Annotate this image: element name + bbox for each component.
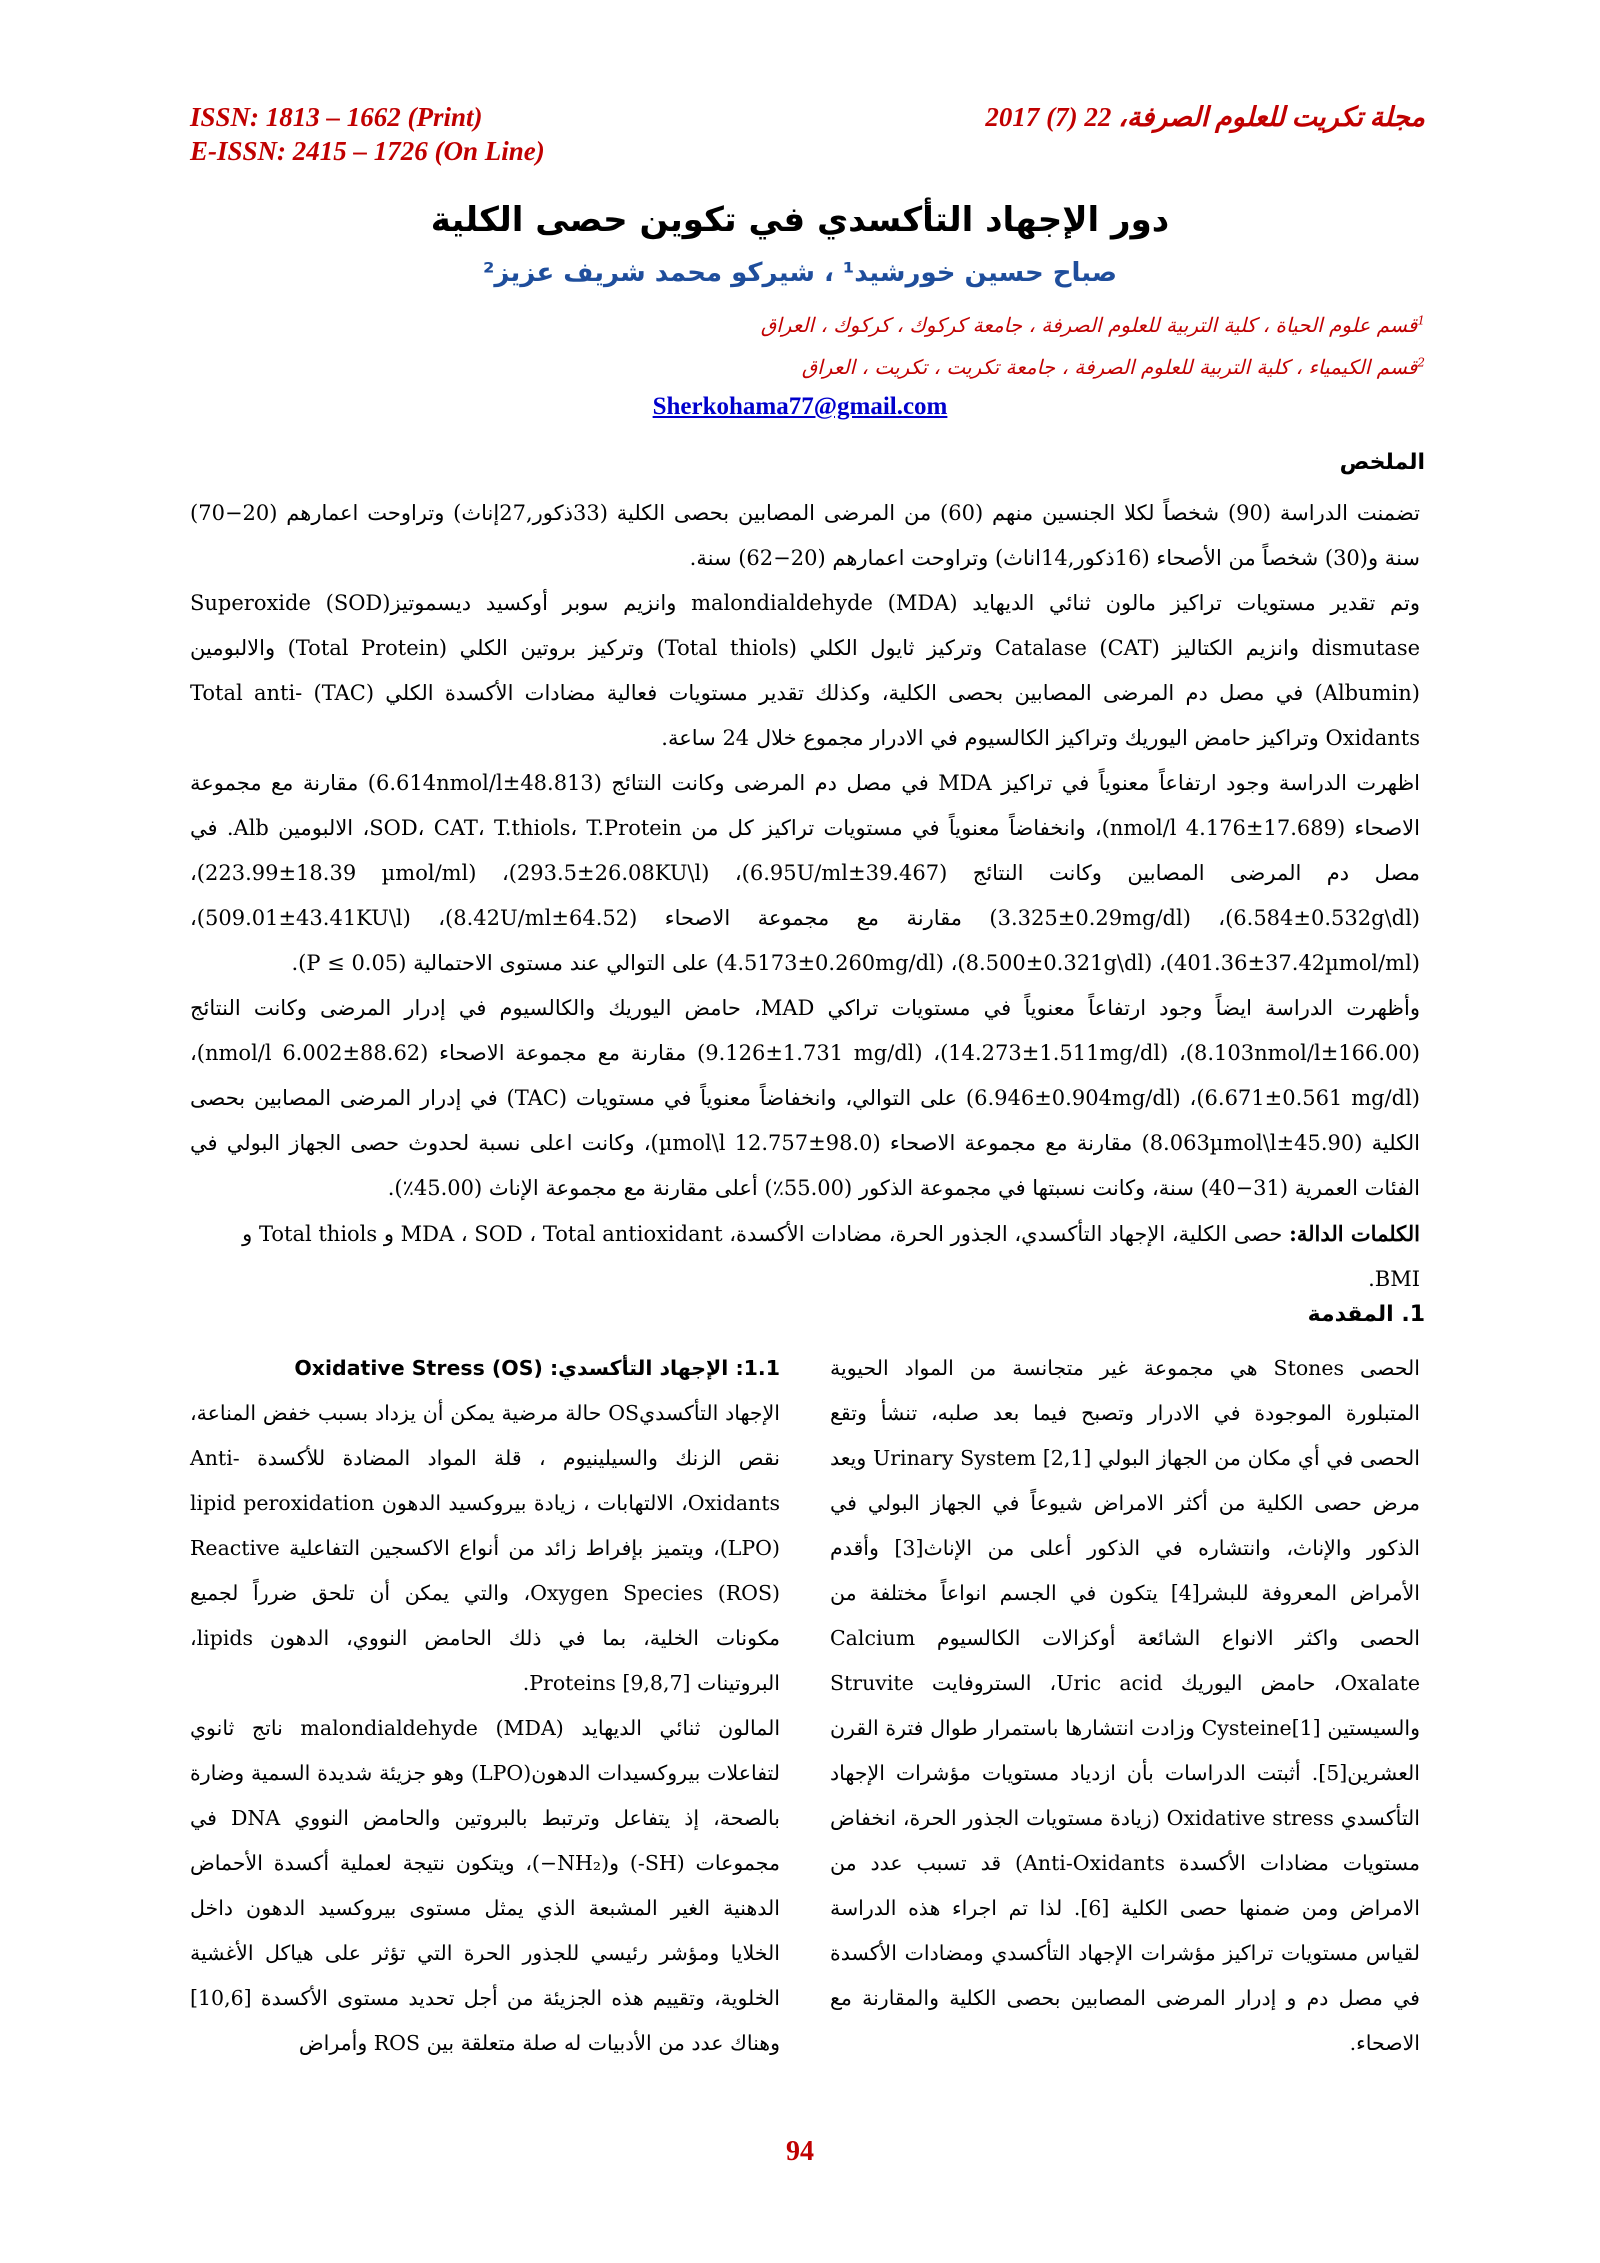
abstract-heading: الملخص bbox=[1339, 450, 1425, 475]
journal-citation: مجلة تكريت للعلوم الصرفة، 22 (7) 2017 bbox=[985, 102, 1425, 132]
article-title: دور الإجهاد التأكسدي في تكوين حصى الكلية bbox=[430, 200, 1170, 240]
section-1-1-paragraph: الإجهاد التأكسديOS حالة مرضية يمكن أن يزداد بسبب خفض المناعة، نقص الزنك والسيلينيوم ، قلة المواد المضادة للأكسدة Anti-Oxidants، الالتهابات ، زيادة بيروكسيد الدهون lipid peroxidation (LPO)، ويتميز بإفراط زائد من أنواع الاكسجين التفاعلية Reactive Oxygen Species (ROS)، والتي يمكن أن تلحق ضرراً لجميع مكونات الخلية، بما في ذلك الحامض النووي، الدهون lipids، البروتينات Proteins [9,8,7]. bbox=[190, 1401, 780, 1695]
affiliation-2-number: 2 bbox=[1417, 355, 1425, 370]
author-email-link[interactable]: Sherkohama77@gmail.com bbox=[652, 393, 948, 420]
abstract-paragraph: تضمنت الدراسة (90) شخصاً لكلا الجنسين منهم (60) من المرضى المصابين بحصى الكلية (33ذكور,27إناث) وتراوحت اعمارهم (20−70) سنة و(30) شخصاً من الأصحاء (16ذكور,14اناث) وتراوحت اعمارهم (20−62) سنة. bbox=[190, 501, 1420, 570]
keywords-label: الكلمات الدالة: bbox=[1289, 1221, 1420, 1246]
abstract-body bbox=[190, 491, 1420, 1302]
abstract-paragraph: وتم تقدير مستويات تراكيز مالون ثنائي الديهايد malondialdehyde (MDA) وانزيم سوبر أوكسيد ديسموتيز(SOD) Superoxide dismutase وانزيم الكتاليز Catalase (CAT) وتركيز ثايول الكلي (Total thiols) وتركيز بروتين الكلي (Total Protein) والالبومين (Albumin) في مصل دم المرضى المصابين بحصى الكلية، وكذلك تقدير مستويات فعالية مضادات الأكسدة الكلي (TAC) Total anti-Oxidants وتراكيز حامض اليوريك وتراكيز الكالسيوم في الادرار مجموع خلال 24 ساعة. bbox=[190, 591, 1421, 750]
abstract-paragraph: اظهرت الدراسة وجود ارتفاعاً معنوياً في تراكيز MDA في مصل دم المرضى وكانت النتائج (48.813±6.614nmol/l) مقارنة مع مجموعة الاصحاء (17.689±4.176 nmol/l)، وانخفاضاً معنوياً في مستويات تراكيز كل من SOD، CAT، T.thiols، T.Protein، الالبومين Alb. في مصل دم المرضى المصابين وكانت النتائج (39.467±6.95U/ml)، (293.5±26.08KU\l)، (223.99±18.39 µmol/ml)، (6.584±0.532g\dl)، (3.325±0.29mg/dl) مقارنة مع مجموعة الاصحاء (64.52±8.42U/ml)، (509.01±43.41KU\l)، (401.36±37.42µmol/ml)، (8.500±0.321g\dl)، (4.5173±0.260mg/dl) على التوالي عند مستوى الاحتمالية (P ≤ 0.05). bbox=[190, 771, 1420, 975]
section-1-1-heading: 1.1: الإجهاد التأكسدي: Oxidative Stress (OS) bbox=[294, 1356, 780, 1380]
section-1-1-paragraph: المالون ثنائي الديهايد malondialdehyde (MDA) ناتج ثانوي لتفاعلات بيروكسيدات الدهون(LPO) وهو جزيئة شديدة السمية وضارة بالصحة، إذ يتفاعل وترتبط بالبروتين والحامض النووي DNA في مجموعات (SH-) و(NH₂−)، ويتكون نتيجة لعملية أكسدة الأحماض الدهنية الغير المشبعة الذي يمثل مستوى بيروكسيد الدهون داخل الخلايا ومؤشر رئيسي للجذور الحرة التي تؤثر على هياكل الأغشية الخلوية، وتقييم هذه الجزيئة من أجل تحديد مستوى الأكسدة [10,6] وهناك عدد من الأدبيات له صلة متعلقة بين ROS وأمراض bbox=[190, 1716, 781, 2055]
affiliation-2-text: قسم الكيمياء ، كلية التربية للعلوم الصرفة ، جامعة تكريت ، تكريت ، العراق bbox=[801, 355, 1418, 379]
intro-column bbox=[830, 1346, 1420, 2066]
affiliation-1-text: قسم علوم الحياة ، كلية التربية للعلوم الصرفة ، جامعة كركوك ، كركوك ، العراق bbox=[760, 313, 1418, 337]
issn-online: E-ISSN: 2415 – 1726 (On Line) bbox=[190, 136, 545, 166]
article-authors: صباح حسين خورشيد¹ ، شيركو محمد شريف عزيز² bbox=[482, 258, 1118, 288]
keywords-text: حصى الكلية، الإجهاد التأكسدي، الجذور الحرة، مضادات الأكسدة، MDA ، SOD ، Total antioxidant و Total thiols و BMI. bbox=[242, 1222, 1420, 1291]
oxidative-stress-column bbox=[190, 1346, 780, 2066]
affiliation-1-number: 1 bbox=[1417, 313, 1425, 328]
page-number: 94 bbox=[786, 2136, 814, 2167]
affiliation-1 bbox=[325, 313, 1425, 337]
affiliation-2 bbox=[325, 355, 1425, 379]
abstract-paragraph: وأظهرت الدراسة ايضاً وجود ارتفاعاً معنوياً في مستويات تراكي MAD، حامض اليوريك والكالسيوم في إدرار المرضى وكانت النتائج (166.00±8.103nmol/l)، (14.273±1.511mg/dl)، (9.126±1.731 mg/dl) مقارنة مع مجموعة الاصحاء (88.62±6.002 nmol/l)، (6.671±0.561 mg/dl)، (6.946±0.904mg/dl) على التوالي، وانخفاضاً معنوياً في مستويات (TAC) في إدرار المرضى المصابين بحصى الكلية (45.90±8.063µmol\l) مقارنة مع مجموعة الاصحاء (98.0±12.757 µmol\l)، وكانت اعلى نسبة لحدوث حصى الجهاز البولي في الفئات العمرية (31−40) سنة، وكانت نسبتها في مجموعة الذكور (55.00٪) أعلى مقارنة مع مجموعة الإناث (45.00٪). bbox=[190, 996, 1420, 1200]
intro-paragraph: الحصى Stones هي مجموعة غير متجانسة من المواد الحيوية المتبلورة الموجودة في الادرار وتصبح فيما بعد صلبه، تنشأ وتقع الحصى في أي مكان من الجهاز البولي Urinary System [2,1] ويعد مرض حصى الكلية من أكثر الامراض شيوعاً في الجهاز البولي في الذكور والإناث، وانتشاره في الذكور أعلى من الإناث[3] وأقدم الأمراض المعروفة للبشر[4] يتكون في الجسم انواعاً مختلفة من الحصى واكثر الانواع الشائعة أوكزالات الكالسيوم Calcium Oxalate، حامض اليوريك Uric acid، الستروفايت Struvite والسيستين Cysteine[1] وزادت انتشارها باستمرار طوال فترة القرن العشرين[5]. أثبتت الدراسات بأن ازدياد مستويات مؤشرات الإجهاد التأكسدي Oxidative stress (زيادة مستويات الجذور الحرة، انخفاض مستويات مضادات الأكسدة Anti-Oxidants) قد تسبب عدد من الامراض ومن ضمنها حصى الكلية [6]. لذا تم اجراء هذه الدراسة لقياس مستويات تراكيز مؤشرات الإجهاد التأكسدي ومضادات الأكسدة في مصل دم و إدرار المرضى المصابين بحصى الكلية والمقارنة مع الاصحاء. bbox=[830, 1356, 1421, 2055]
intro-heading: 1. المقدمة bbox=[1307, 1302, 1425, 1327]
keywords-line bbox=[190, 1211, 1420, 1302]
issn-print: ISSN: 1813 – 1662 (Print) bbox=[190, 102, 483, 132]
